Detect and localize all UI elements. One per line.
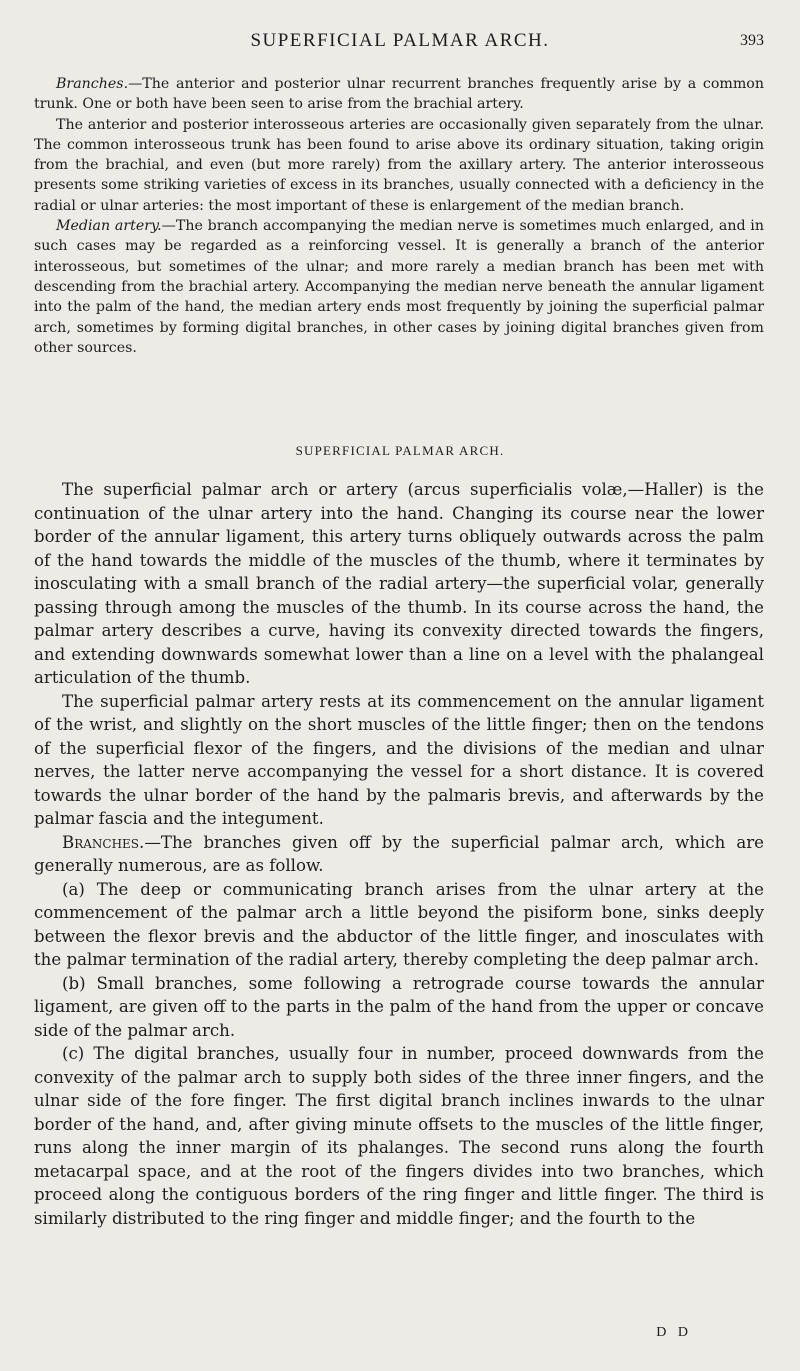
paragraph-text: (b) Small branches, some following a retrograde course towards the annular ligament, are given off to the parts in the palm of the hand from the upper or concave side of the palmar arch. [34,973,764,1040]
main-text [34,478,764,1230]
page-number: 393 [740,32,764,49]
paragraph-branch-a [34,878,764,972]
paragraph-arch-description [34,478,764,690]
paragraph-branches-note [34,74,764,115]
running-head-title: SUPERFICIAL PALMAR ARCH. [250,30,550,51]
paragraph-branches-intro [34,831,764,878]
section-heading: SUPERFICIAL PALMAR ARCH. [295,443,505,458]
paragraph-branch-c [34,1042,764,1230]
paragraph-text: (c) The digital branches, usually four in number, proceed downwards from the convexity of the palmar arch to supply both sides of the three inner fingers, and the ulnar side of the fore finger. The first digital branch inclines inwards to the ulnar border of the hand, and, after giving minute offsets to the muscles of the little finger, runs along the inner margin of its phalanges. The second runs along the fourth metacarpal space, and at the root of the fingers divides into two branches, which proceed along the contiguous borders of the ring finger and little finger. The third is similarly distributed to the ring finger and middle finger; and the fourth to the [34,1044,764,1228]
signature-mark: D D [656,1325,692,1340]
paragraph-lead: Branches. [62,832,145,852]
paragraph-branch-b [34,972,764,1043]
paragraph-median-artery-note [34,216,764,358]
paragraph-text: The superficial palmar arch or artery (arcus superficialis volæ,—Haller) is the continuation of the ulnar artery into the hand. Changing its course near the lower border of the annular ligament, this artery turns obliquely outwards across the palm of the hand towards the middle of the muscles of the thumb, where it terminates by inosculating with a small branch of the radial artery—the superficial volar, generally passing through among the muscles of the thumb. In its course across the hand, the palmar artery describes a curve, having its convexity directed towards the fingers, and extending downwards somewhat lower than a line on a level with the phalangeal articulation of the thumb. [34,480,764,687]
paragraph-lead: Median artery. [56,218,162,235]
paragraph-text: —The branches given off by the superficial palmar arch, which are generally numerous, are as follow. [34,832,764,875]
paragraph-arch-relations [34,690,764,831]
paragraph-interosseous-note [34,115,764,216]
paragraph-lead: Branches. [56,76,129,92]
paragraph-text: —The branch accompanying the median nerve is sometimes much enlarged, and in such cases may be regarded as a reinforcing vessel. It is generally a branch of the anterior interosseous, but sometimes of the ulnar; and more rarely a median branch has been met with descending from the brachial artery. Accompanying the median nerve beneath the annular ligament into the palm of the hand, the median artery ends most frequently by joining the superficial palmar arch, sometimes by forming digital branches, in other cases by joining digital branches given from other sources. [34,218,764,356]
paragraph-text: —The anterior and posterior ulnar recurrent branches frequently arise by a common trunk. One or both have been seen to arise from the brachial artery. [34,76,764,113]
paragraph-text: The anterior and posterior interosseous arteries are occasionally given separately from the ulnar. The common interosseous trunk has been found to arise above its ordinary situation, taking origin from the brachial, and even (but more rarely) from the axillary artery. The anterior interosseous presents some striking varieties of excess in its branches, usually connected with a deficiency in the radial or ulnar arteries: the most important of these is enlargement of the median branch. [34,116,764,214]
paragraph-text: (a) The deep or communicating branch arises from the ulnar artery at the commencement of the palmar arch a little beyond the pisiform bone, sinks deeply between the flexor brevis and the abductor of the little finger, and inosculates with the palmar termination of the radial artery, thereby completing the deep palmar arch. [34,879,764,969]
running-head [0,30,800,56]
small-type-notes [34,74,764,358]
paragraph-text: The superficial palmar artery rests at its commencement on the annular ligament of the wrist, and slightly on the short muscles of the little finger; then on the tendons of the superficial flexor of the fingers, and the divisions of the median and ulnar nerves, the latter nerve accompanying the vessel for a short distance. It is covered towards the ulnar border of the hand by the palmaris brevis, and afterwards by the palmar fascia and the integument. [34,691,764,828]
